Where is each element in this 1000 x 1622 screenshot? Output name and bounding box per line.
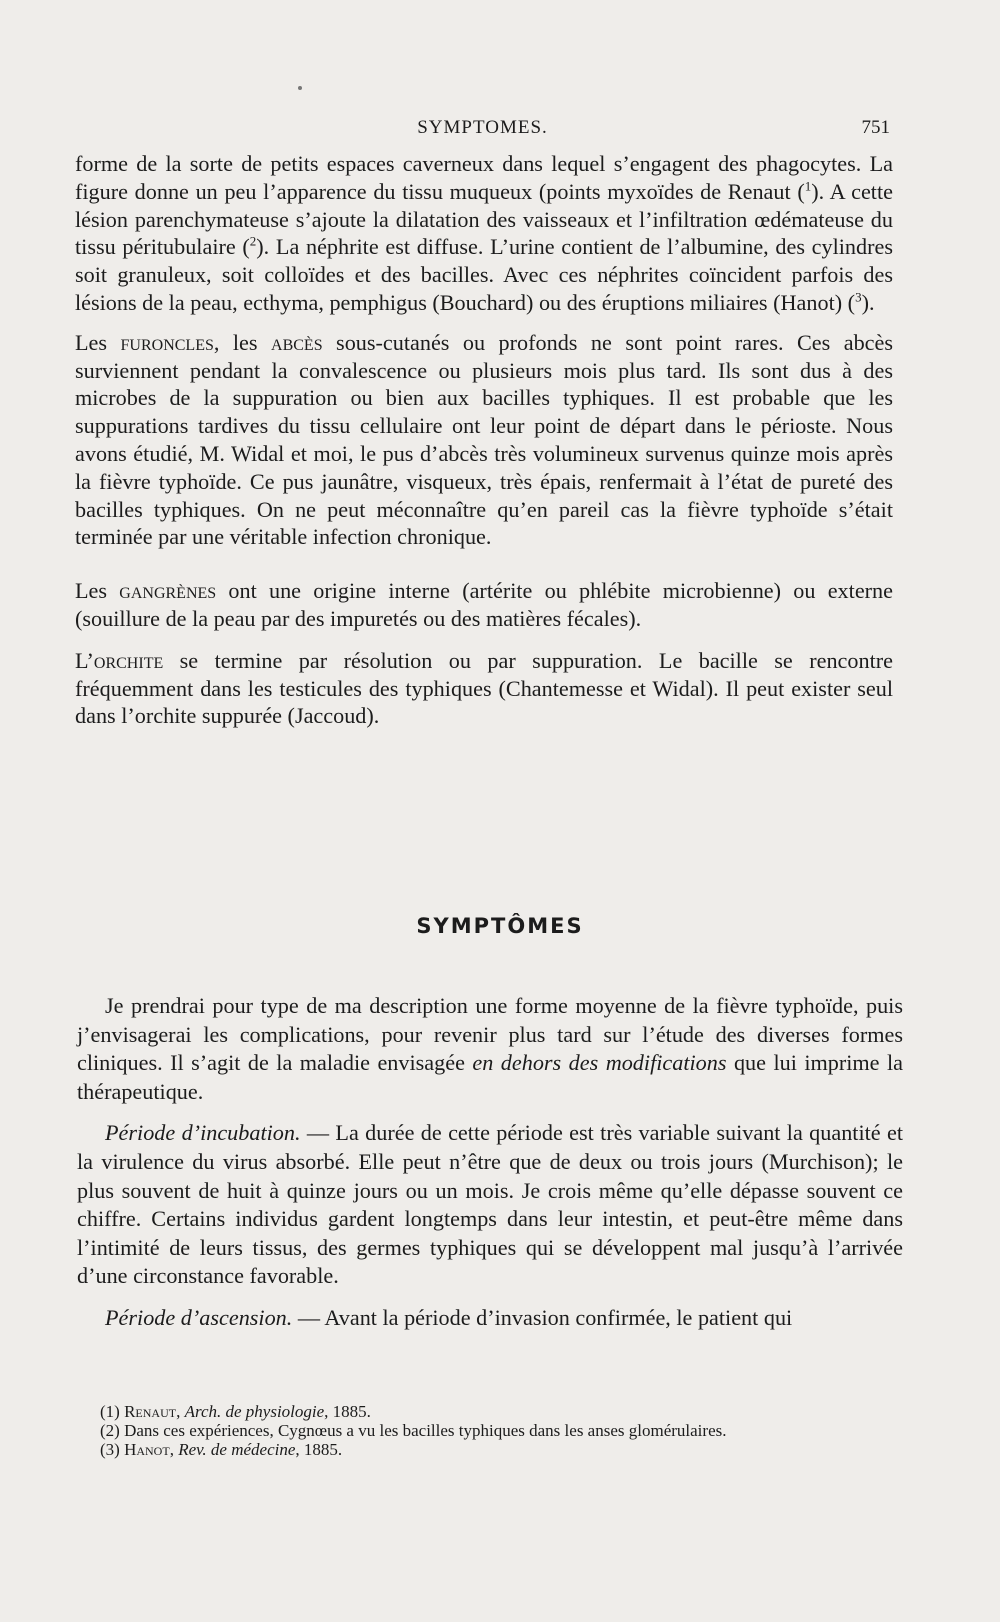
footnote-author: Hanot xyxy=(124,1440,170,1459)
footnotes xyxy=(100,1402,910,1459)
footnote-mark: (1) xyxy=(100,1402,120,1421)
paragraph-text: sous-cutanés ou profonds ne sont point rares. Ces abcès surviennent pendant la convalescence ou plusieurs mois plus tard. Ils sont dus à des microbes de la suppuration ou bien aux bacilles typhiques. Il est probable que les suppurations tardives du tissu cellulaire ont leur point de départ dans le périoste. Nous avons étudié, M. Widal et moi, le pus d’abcès très volumineux survenus quinze mois après la fièvre typhoïde. Ce pus jaunâtre, visqueux, très épais, renfermait à l’état de pureté des bacilles typhiques. On ne peut méconnaître qu’en pareil cas la fièvre typhoïde s’était terminée par une véritable infection chronique. xyxy=(75,329,893,550)
footnote-mark: (2) xyxy=(100,1421,120,1440)
paragraph-gangrenes xyxy=(75,577,893,633)
subsection-title-ascension: Période d’ascension. xyxy=(105,1304,293,1330)
term-furoncles: furoncles xyxy=(120,329,214,355)
paragraph-text: , les xyxy=(213,329,272,355)
footnote-ref-3: 3 xyxy=(855,289,862,305)
paragraph-text: que lui imprime la thérapeutique. xyxy=(77,1050,903,1104)
footnote-ref-1: 1 xyxy=(804,178,812,194)
section-text xyxy=(77,992,903,1333)
paragraph-text: Je prendrai pour type de ma description une forme moyenne de la fièvre typhoïde, puis j’envisagerai les complications, pour revenir plus tard sur l’étude des diverses formes cliniques. Il s’agit de la maladie envisagée xyxy=(77,993,903,1076)
paragraph-text: se termine par résolution ou par suppuration. Le bacille se rencontre fréquemment dans les testicules des typhiques (Chantemesse et Widal). Il peut exister seul dans l’orchite suppurée (Jaccoud). xyxy=(75,647,893,729)
footnote-mark: (3) xyxy=(100,1440,120,1459)
footnote-separator: , xyxy=(169,1440,179,1459)
footnote-year: , 1885. xyxy=(295,1440,343,1459)
continued-text xyxy=(75,150,893,730)
paragraph-text: — Avant la période d’invasion confirmée, le patient qui xyxy=(292,1304,793,1330)
paragraph-text: ). xyxy=(861,289,875,315)
paragraph-orchite xyxy=(75,647,893,730)
footnote-author: Renaut xyxy=(124,1402,177,1421)
footnote-2 xyxy=(100,1421,910,1440)
paragraph-intro xyxy=(77,992,903,1106)
paragraph-ascension xyxy=(77,1304,903,1333)
paragraph-text: forme de la sorte de petits espaces caverneux dans lequel s’engagent des phagocytes. La figure donne un peu l’apparence du tissu muqueux (points myxoïdes de Renaut ( xyxy=(75,151,893,204)
footnote-year: , 1885. xyxy=(324,1402,371,1421)
paragraph-text: ont une origine interne (artérite ou phlébite microbienne) ou externe (souillure de la peau par des impuretés ou des matières fécales). xyxy=(75,578,893,631)
footnote-source: Arch. de physiologie xyxy=(184,1402,325,1421)
section-heading: SYMPTÔMES xyxy=(416,914,584,938)
paragraph-text: ). A cette lésion parenchymateuse s’ajoute la dilatation des vaisseaux et l’infiltration œdémateuse du tissu péritubulaire ( xyxy=(75,178,893,260)
running-head-title: SYMPTOMES. xyxy=(417,117,548,138)
paragraph-incubation xyxy=(77,1119,903,1291)
term-orchite: orchite xyxy=(93,647,164,673)
footnote-1 xyxy=(100,1402,910,1421)
paragraph-text: Les xyxy=(75,578,120,604)
paragraph-furoncles xyxy=(75,329,893,551)
subsection-title-incubation: Période d’incubation. xyxy=(105,1120,301,1146)
footnote-ref-2: 2 xyxy=(249,234,257,249)
italic-emphasis: en dehors des modifications xyxy=(472,1050,727,1076)
footnote-separator: , xyxy=(176,1402,185,1421)
footnote-source: Rev. de médecine xyxy=(178,1440,296,1459)
footnote-text: Dans ces expériences, Cygnœus a vu les bacilles typhiques dans les anses glomérulaires. xyxy=(124,1421,727,1440)
term-gangrenes: gangrènes xyxy=(119,578,217,604)
running-head xyxy=(75,117,890,143)
paragraph-nephritis xyxy=(75,150,893,317)
paragraph-text: — La durée de cette période est très variable suivant la quantité et la virulence du virus absorbé. Elle peut n’être que de deux ou trois jours (Murchison); le plus souvent de huit à quinze jours ou un mois. Je crois même qu’elle dépasse souvent ce chiffre. Certains individus gardent longtemps dans leur intestin, et peut-être même dans l’intimité de leurs tissus, des germes typhiques qui se développent mal jusqu’à l’arrivée d’une circonstance favorable. xyxy=(77,1120,903,1289)
paragraph-text: Les xyxy=(75,329,121,355)
page-number: 751 xyxy=(861,117,890,138)
paragraph-text: L’ xyxy=(75,647,94,673)
paper-speck xyxy=(298,86,302,90)
term-abces: abcès xyxy=(271,329,323,355)
paragraph-text: ). La néphrite est diffuse. L’urine contient de l’albumine, des cylindres soit granuleux, soit colloïdes et des bacilles. Avec ces néphrites coïncident parfois des lésions de la peau, ecthyma, pemphigus (Bouchard) ou des éruptions miliaires (Hanot) ( xyxy=(75,234,893,315)
footnote-3 xyxy=(100,1440,910,1459)
